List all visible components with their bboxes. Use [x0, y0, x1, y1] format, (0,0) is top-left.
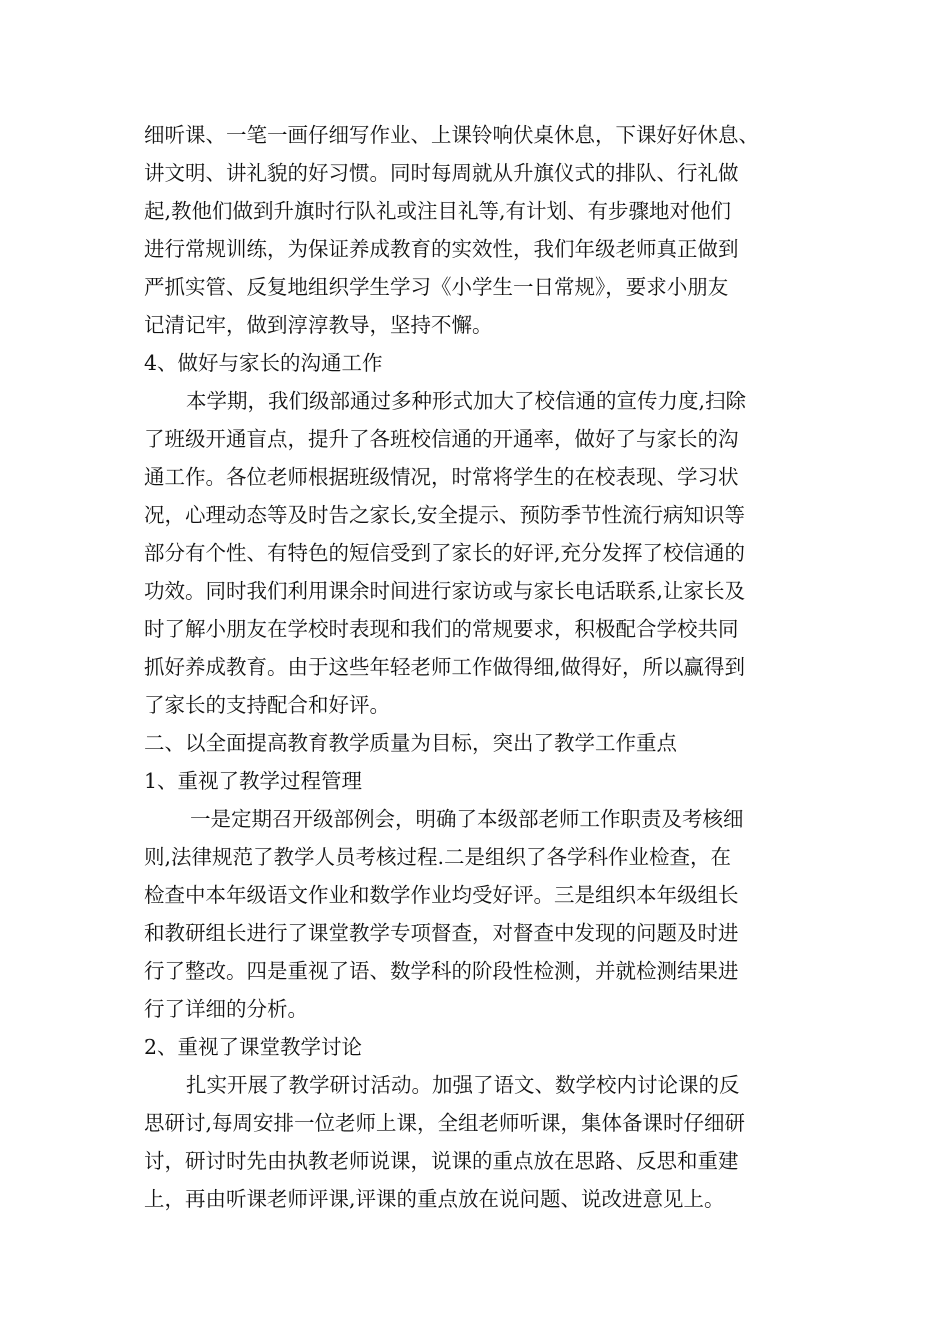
text-line: 功效。同时我们利用课余时间进行家访或与家长电话联系,让家长及 — [144, 579, 746, 603]
text-line: 进行常规训练，为保证养成教育的实效性，我们年级老师真正做到 — [144, 237, 739, 261]
text-line: 上，再由听课老师评课,评课的重点放在说问题、说改进意见上。 — [144, 1187, 725, 1211]
paragraph-first-line: 一是定期召开级部例会，明确了本级部老师工作职责及考核细 — [190, 807, 744, 831]
text-line: 思研讨,每周安排一位老师上课，全组老师听课，集体备课时仔细研 — [144, 1111, 746, 1135]
text-line: 通工作。各位老师根据班级情况，时常将学生的在校表现、学习状 — [144, 465, 739, 489]
paragraph-first-line: 扎实开展了教学研讨活动。加强了语文、数学校内讨论课的反 — [186, 1073, 740, 1097]
text-line: 部分有个性、有特色的短信受到了家长的好评,充分发挥了校信通的 — [144, 541, 746, 565]
text-line: 行了整改。四是重视了语、数学科的阶段性检测，并就检测结果进 — [144, 959, 739, 983]
text-line: 则,法律规范了教学人员考核过程.二是组织了各学科作业检查，在 — [144, 845, 732, 869]
document-body — [144, 116, 816, 1218]
text-line: 和教研组长进行了课堂教学专项督查，对督查中发现的问题及时进 — [144, 921, 739, 945]
text-line: 细听课、一笔一画仔细写作业、上课铃响伏桌休息，下课好好休息、 — [144, 123, 759, 147]
text-line: 检查中本年级语文作业和数学作业均受好评。三是组织本年级组长 — [144, 883, 739, 907]
text-line: 行了详细的分析。 — [144, 997, 308, 1021]
section-heading: 1、重视了教学过程管理 — [144, 769, 363, 793]
section-heading: 4、做好与家长的沟通工作 — [144, 351, 383, 375]
text-line: 了班级开通盲点，提升了各班校信通的开通率，做好了与家长的沟 — [144, 427, 739, 451]
text-line: 抓好养成教育。由于这些年轻老师工作做得细,做得好，所以赢得到 — [144, 655, 746, 679]
chapter-heading: 二、以全面提高教育教学质量为目标，突出了教学工作重点 — [144, 731, 677, 755]
text-line: 严抓实管、反复地组织学生学习《小学生一日常规》，要求小朋友 — [144, 275, 729, 299]
text-line: 况，心理动态等及时告之家长,安全提示、预防季节性流行病知识等 — [144, 503, 746, 527]
text-line: 时了解小朋友在学校时表现和我们的常规要求，积极配合学校共同 — [144, 617, 739, 641]
text-line: 起,教他们做到升旗时行队礼或注目礼等,有计划、有步骤地对他们 — [144, 199, 732, 223]
text-line: 讨，研讨时先由执教老师说课，说课的重点放在思路、反思和重建 — [144, 1149, 739, 1173]
text-line: 记清记牢，做到淳淳教导，坚持不懈。 — [144, 313, 493, 337]
text-line: 了家长的支持配合和好评。 — [144, 693, 390, 717]
paragraph-first-line: 本学期，我们级部通过多种形式加大了校信通的宣传力度,扫除 — [186, 389, 747, 413]
section-heading: 2、重视了课堂教学讨论 — [144, 1035, 363, 1059]
text-line: 讲文明、讲礼貌的好习惯。同时每周就从升旗仪式的排队、行礼做 — [144, 161, 739, 185]
